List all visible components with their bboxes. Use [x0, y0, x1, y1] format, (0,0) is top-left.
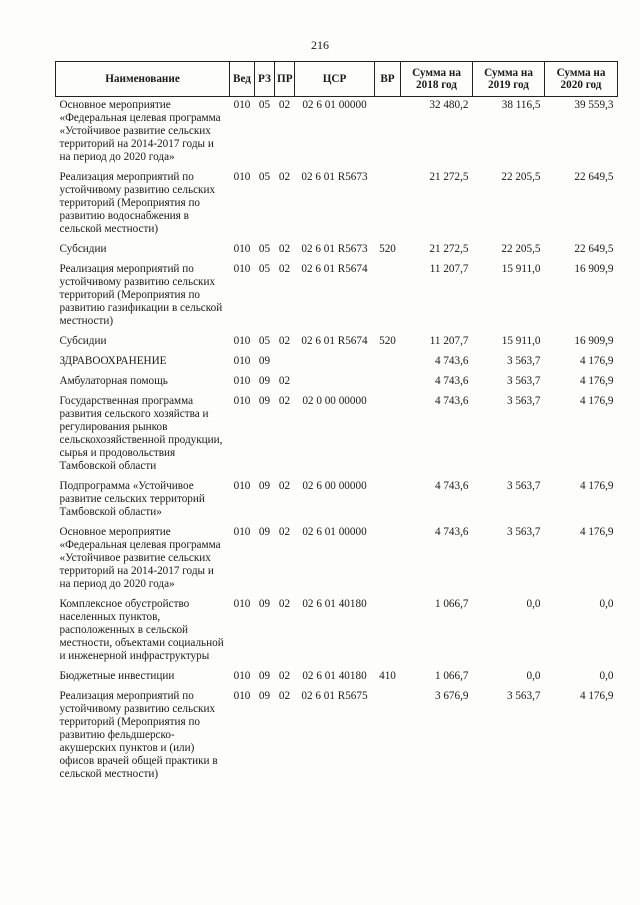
row-vr: [375, 261, 401, 333]
row-vr: [375, 688, 401, 786]
row-rz: 09: [258, 526, 271, 538]
header-sum-2020: Сумма на 2020 год: [545, 62, 618, 97]
row-rz: 09: [258, 670, 271, 682]
row-sum-2018: 3 676,9: [434, 690, 469, 702]
row-sum-2018: 1 066,7: [434, 598, 469, 610]
table-row: [56, 353, 618, 373]
row-rz: 09: [258, 480, 271, 492]
row-vr: [375, 478, 401, 524]
row-sum-2018: 4 743,6: [434, 355, 469, 367]
row-ved: 010: [233, 598, 251, 610]
row-csr: 02 6 01 R5673: [301, 243, 368, 255]
row-name: Амбулаторная помощь: [59, 375, 168, 387]
row-sum-2019: 3 563,7: [506, 690, 541, 702]
row-sum-2020: 4 176,9: [579, 526, 614, 538]
row-sum-2020: 0,0: [599, 670, 614, 682]
row-csr: 02 6 01 R5674: [301, 335, 368, 347]
row-pr: 02: [278, 335, 291, 347]
row-name: Реализация мероприятий по устойчивому развитию сельских территорий (Мероприятия по развитию газификации в сельской местности): [59, 263, 223, 327]
row-pr: [275, 353, 295, 373]
row-sum-2019: 3 563,7: [506, 480, 541, 492]
row-csr: [295, 373, 375, 393]
row-csr: 02 6 01 40180: [302, 598, 367, 610]
table-row: [56, 524, 618, 596]
row-name: Комплексное обустройство населенных пунктов, расположенных в сельской местности, объектами социальной и инженерной инфраструктуры: [59, 598, 224, 662]
row-rz: 09: [258, 395, 271, 407]
page-number: 216: [311, 38, 329, 52]
row-sum-2020: 16 909,9: [574, 335, 614, 347]
header-csr: ЦСР: [295, 62, 375, 97]
row-vr: [375, 97, 401, 170]
row-sum-2019: 15 911,0: [501, 263, 541, 275]
row-ved: 010: [233, 690, 251, 702]
row-rz: 09: [258, 375, 271, 387]
row-csr: 02 6 01 00000: [302, 526, 367, 538]
header-rz: РЗ: [255, 62, 275, 97]
table-row: [56, 478, 618, 524]
row-sum-2018: 11 207,7: [429, 263, 469, 275]
row-sum-2018: 11 207,7: [429, 335, 469, 347]
row-pr: 02: [278, 670, 291, 682]
row-vr: [375, 596, 401, 668]
row-name: Бюджетные инвестиции: [59, 670, 175, 682]
table-row: [56, 261, 618, 333]
row-vr: [375, 169, 401, 241]
row-csr: 02 6 01 R5674: [301, 263, 368, 275]
row-sum-2019: 15 911,0: [501, 335, 541, 347]
row-ved: 010: [233, 670, 251, 682]
row-sum-2019: 22 205,5: [501, 243, 541, 255]
row-name: Основное мероприятие «Федеральная целевая программа «Устойчивое развитие сельских территорий на 2014-2017 годы и на период до 2020 года»: [59, 99, 221, 163]
table-row: [56, 596, 618, 668]
row-sum-2019: 3 563,7: [506, 375, 541, 387]
row-csr: 02 6 01 40180: [302, 670, 367, 682]
row-ved: 010: [233, 263, 251, 275]
row-sum-2019: 38 116,5: [501, 99, 541, 111]
header-sum-2018: Сумма на 2018 год: [401, 62, 473, 97]
row-rz: 09: [258, 598, 271, 610]
table-row: [56, 668, 618, 688]
row-ved: 010: [233, 99, 251, 111]
row-sum-2019: 0,0: [526, 598, 541, 610]
row-ved: 010: [233, 375, 251, 387]
row-vr: [375, 353, 401, 373]
row-pr: 02: [278, 690, 291, 702]
row-name: Реализация мероприятий по устойчивому развитию сельских территорий (Мероприятия по развитию водоснабжения в сельской местности): [59, 171, 216, 235]
row-sum-2018: 1 066,7: [434, 670, 469, 682]
row-vr: 520: [379, 335, 396, 347]
table-row: [56, 393, 618, 478]
budget-table: [55, 61, 618, 786]
row-sum-2019: 3 563,7: [506, 395, 541, 407]
table-row: [56, 333, 618, 353]
row-sum-2019: 3 563,7: [506, 526, 541, 538]
row-csr: 02 6 01 R5675: [301, 690, 368, 702]
row-pr: 02: [278, 171, 291, 183]
header-pr: ПР: [275, 62, 295, 97]
table-row: [56, 373, 618, 393]
header-ved: Вед: [230, 62, 255, 97]
row-sum-2018: 32 480,2: [429, 99, 469, 111]
row-rz: 05: [258, 243, 271, 255]
header-vr: ВР: [375, 62, 401, 97]
row-sum-2018: 4 743,6: [434, 526, 469, 538]
row-vr: [375, 524, 401, 596]
row-sum-2020: 4 176,9: [579, 375, 614, 387]
row-sum-2018: 21 272,5: [429, 243, 469, 255]
table-row: [56, 169, 618, 241]
table-row: [56, 688, 618, 786]
row-name: Субсидии: [59, 243, 107, 255]
row-sum-2020: 39 559,3: [574, 99, 614, 111]
row-rz: 05: [258, 99, 271, 111]
table-header-row: [56, 62, 618, 97]
row-rz: 05: [258, 263, 271, 275]
row-csr: 02 0 00 00000: [302, 395, 367, 407]
row-sum-2019: 0,0: [526, 670, 541, 682]
row-sum-2020: 4 176,9: [579, 690, 614, 702]
row-sum-2018: 4 743,6: [434, 375, 469, 387]
row-name: Государственная программа развития сельского хозяйства и регулирования рынков сельскохозяйственной продукции, сырья и продовольствия Тамбовской области: [59, 395, 223, 472]
row-ved: 010: [233, 243, 251, 255]
row-name: Подпрограмма «Устойчивое развитие сельских территорий Тамбовской области»: [59, 480, 205, 518]
row-sum-2018: 4 743,6: [434, 395, 469, 407]
row-vr: [375, 393, 401, 478]
row-vr: 410: [379, 670, 396, 682]
row-sum-2020: 4 176,9: [579, 395, 614, 407]
header-name: Наименование: [56, 62, 230, 97]
row-ved: 010: [233, 171, 251, 183]
row-csr: [295, 353, 375, 373]
table-row: [56, 97, 618, 170]
row-sum-2020: 0,0: [599, 598, 614, 610]
row-csr: 02 6 00 00000: [302, 480, 367, 492]
row-vr: [375, 373, 401, 393]
row-pr: 02: [278, 598, 291, 610]
row-name: Реализация мероприятий по устойчивому развитию сельских территорий (Мероприятия по развитию фельдшерско-акушерских пунктов и (или) офисов врачей общей практики в сельской местности): [59, 690, 218, 780]
row-rz: 05: [258, 335, 271, 347]
row-pr: 02: [278, 395, 291, 407]
row-pr: 02: [278, 243, 291, 255]
row-ved: 010: [233, 355, 251, 367]
row-sum-2018: 4 743,6: [434, 480, 469, 492]
row-sum-2019: 3 563,7: [506, 355, 541, 367]
row-pr: 02: [278, 99, 291, 111]
row-name: ЗДРАВООХРАНЕНИЕ: [59, 355, 167, 367]
row-ved: 010: [233, 526, 251, 538]
row-pr: 02: [278, 375, 291, 387]
row-sum-2020: 4 176,9: [579, 355, 614, 367]
row-rz: 05: [258, 171, 271, 183]
row-sum-2019: 22 205,5: [501, 171, 541, 183]
row-rz: 09: [258, 690, 271, 702]
row-pr: 02: [278, 526, 291, 538]
row-name: Основное мероприятие «Федеральная целевая программа «Устойчивое развитие сельских территорий на 2014-2017 годы и на период до 2020 года»: [59, 526, 221, 590]
table-row: [56, 241, 618, 261]
row-rz: 09: [258, 355, 271, 367]
row-sum-2020: 4 176,9: [579, 480, 614, 492]
header-sum-2019: Сумма на 2019 год: [473, 62, 545, 97]
row-csr: 02 6 01 R5673: [301, 171, 368, 183]
row-name: Субсидии: [59, 335, 107, 347]
row-sum-2020: 22 649,5: [574, 171, 614, 183]
row-sum-2020: 16 909,9: [574, 263, 614, 275]
row-ved: 010: [233, 335, 251, 347]
row-vr: 520: [379, 243, 396, 255]
row-pr: 02: [278, 263, 291, 275]
row-ved: 010: [233, 395, 251, 407]
row-ved: 010: [233, 480, 251, 492]
row-csr: 02 6 01 00000: [302, 99, 367, 111]
row-sum-2020: 22 649,5: [574, 243, 614, 255]
row-pr: 02: [278, 480, 291, 492]
row-sum-2018: 21 272,5: [429, 171, 469, 183]
